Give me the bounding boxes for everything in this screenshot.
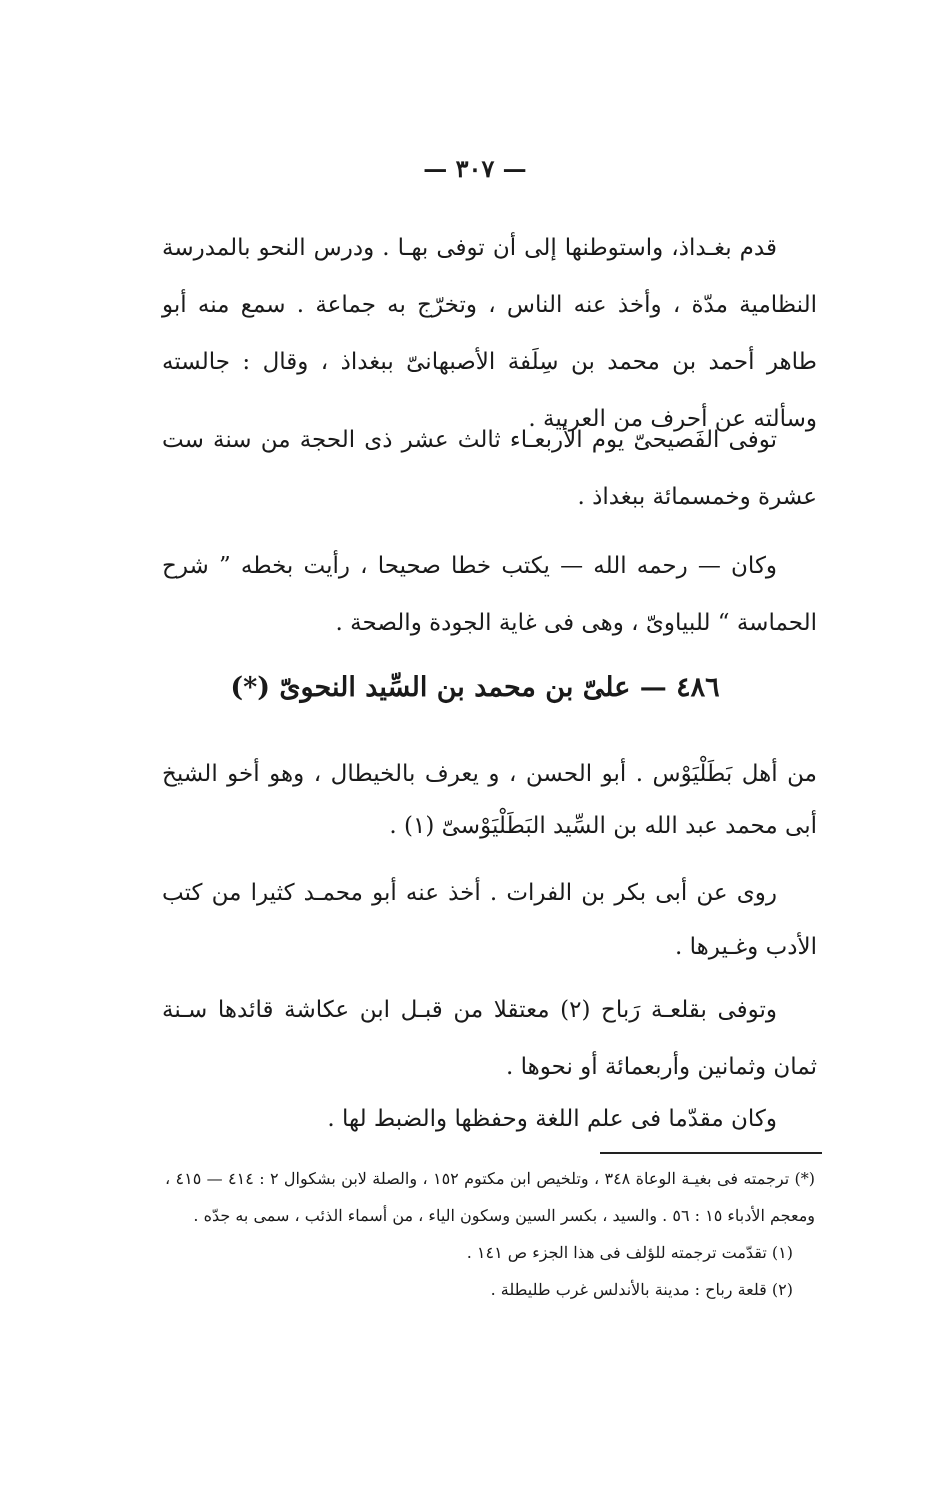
paragraph-handwriting xyxy=(162,538,817,652)
entry-paragraph-narration xyxy=(162,866,817,974)
footnote-2: (٢) قلعة رباح : مدينة بالأندلس غرب طليطلة . xyxy=(490,1280,793,1299)
footnote-1: (١) تقدّمت ترجمته للؤلف فى هذا الجزء ص ١٤١ . xyxy=(466,1243,793,1262)
footnote-divider xyxy=(600,1152,822,1154)
paragraph-text: توفى الفَصيحىّ يوم الأربعـاء ثالث عشر ذى الحجة من سنة ست عشرة وخمسمائة ببغداذ . xyxy=(162,427,817,510)
paragraph-death xyxy=(162,412,817,526)
page-number: — ٣٠٧ — xyxy=(423,154,527,183)
paragraph-text: وكان مقدّما فى علم اللغة وحفظها والضبط لها . xyxy=(327,1106,777,1132)
paragraph-text: من أهل بَطَلْيَوْس . أبو الحسن ، و يعرف بالخيطال ، وهو أخو الشيخ أبى محمد عبد الله بن السِّيد البَطَلْيَوْسىّ (١) . xyxy=(162,761,817,839)
entry-paragraph-death xyxy=(162,982,817,1096)
paragraph-text: وكان — رحمه الله — يكتب خطا صحيحا ، رأيت بخطه ” شرح الحماسة “ للبياوىّ ، وهى فى غاية الجودة والصحة . xyxy=(162,553,817,636)
paragraph-text: وتوفى بقلعـة رَباح (٢) معتقلا من قبـل ابن عكاشة قائدها سـنة ثمان وثمانين وأربعمائة أو نحوها . xyxy=(162,997,817,1080)
footnote-main: (*) ترجمته فى بغيـة الوعاة ٣٤٨ ، وتلخيص ابن مكتوم ١٥٢ ، والصلة لابن بشكوال ٢ : ٤١٤ — ٤١٥ ، ومعجم الأدباء ١٥ : ٥٦ . والسيد ، بكسر السين وسكون الياء ، من أسماء الذئب ، سمى به جدّه . xyxy=(165,1169,816,1225)
footnotes xyxy=(165,1160,815,1308)
entry-heading: ٤٨٦ — علىّ بن محمد بن السِّيد النحوىّ (*) xyxy=(230,672,720,703)
paragraph-text: قدم بغـداذ، واستوطنها إلى أن توفى بهـا . ودرس النحو بالمدرسة النظامية مدّة ، وأخذ عنه الناس ، وتخرّج به جماعة . سمع منه أبو طاهر أحمد بن محمد بن سِلَفة الأصبهانىّ ببغداذ ، وقال : جالسته وسألته عن أحرف من العربية . xyxy=(162,235,817,432)
entry-paragraph-expertise xyxy=(162,1094,817,1144)
paragraph-text: روى عن أبى بكر بن الفرات . أخذ عنه أبو محمـد كثيرا من كتب الأدب وغـيرها . xyxy=(162,880,817,960)
entry-paragraph-origin xyxy=(162,748,817,852)
